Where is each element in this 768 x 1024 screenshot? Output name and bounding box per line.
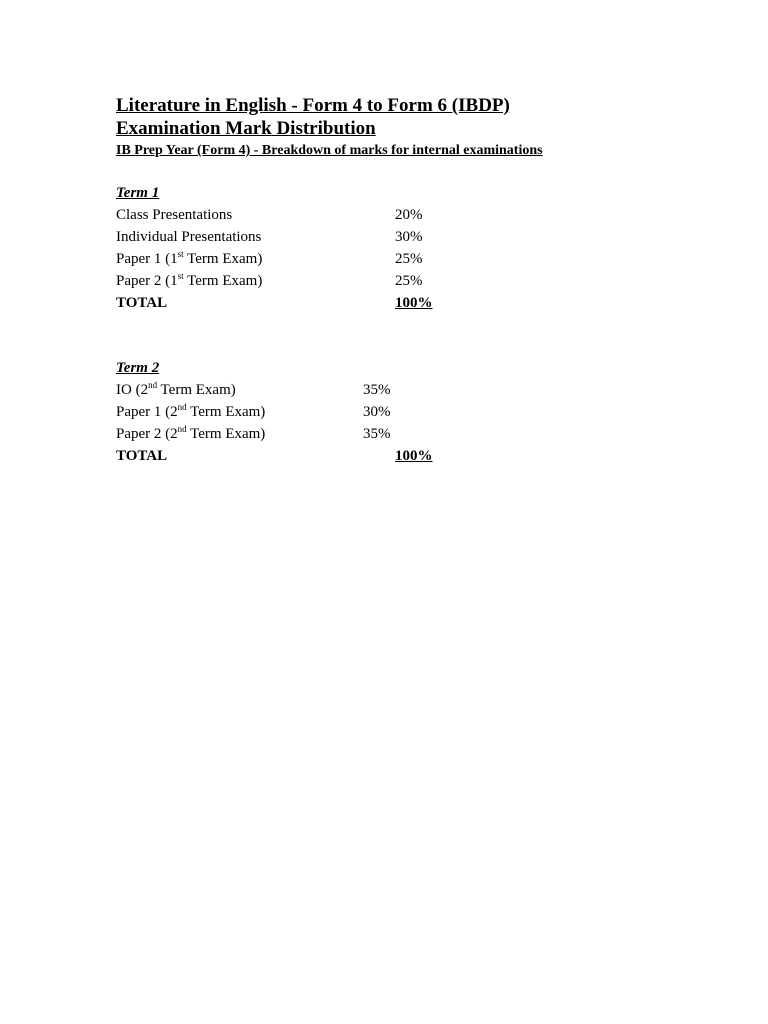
row-label-prefix: IO (2 <box>116 382 149 398</box>
row-value: 25% <box>395 273 423 289</box>
row-label <box>116 423 265 445</box>
term-2-section <box>116 357 716 467</box>
term-2-row <box>116 401 716 423</box>
row-label <box>116 379 236 401</box>
term-1-heading: Term 1 <box>116 185 160 201</box>
term-2-row <box>116 379 716 401</box>
row-label <box>116 248 262 270</box>
row-label <box>116 270 262 292</box>
row-label-suffix: Term Exam) <box>186 426 266 442</box>
row-value: 25% <box>395 251 423 267</box>
total-label: TOTAL <box>116 448 168 464</box>
row-label: Individual Presentations <box>116 229 262 245</box>
document-title <box>116 94 716 140</box>
total-value: 100% <box>395 295 433 311</box>
row-value: 35% <box>363 426 391 442</box>
row-label-prefix: Paper 2 (2 <box>116 426 178 442</box>
row-label-suffix: Term Exam) <box>183 251 263 267</box>
ordinal-suffix: nd <box>177 424 187 434</box>
row-label-prefix: Paper 1 (2 <box>116 404 178 420</box>
row-value: 20% <box>395 207 423 223</box>
row-value: 30% <box>363 404 391 420</box>
document-page <box>116 94 716 467</box>
term-1-row <box>116 204 716 226</box>
row-label-suffix: Term Exam) <box>157 382 236 398</box>
row-label-prefix: Paper 1 (1 <box>116 251 178 267</box>
ordinal-suffix: nd <box>177 402 187 412</box>
ordinal-suffix: st <box>177 271 184 281</box>
term-2-row <box>116 423 716 445</box>
row-value: 30% <box>395 229 423 245</box>
term-2-heading: Term 2 <box>116 360 160 376</box>
term-1-row <box>116 270 716 292</box>
row-label-prefix: Paper 2 (1 <box>116 273 178 289</box>
total-label: TOTAL <box>116 295 168 311</box>
row-label-suffix: Term Exam) <box>183 273 263 289</box>
row-label-suffix: Term Exam) <box>186 404 266 420</box>
row-value: 35% <box>363 382 391 398</box>
title-line-1: Literature in English - Form 4 to Form 6 (IBDP) <box>116 95 510 116</box>
term-1-section <box>116 182 716 314</box>
document-subtitle: IB Prep Year (Form 4) - Breakdown of marks for internal examinations <box>116 143 543 158</box>
total-value: 100% <box>395 448 433 464</box>
ordinal-suffix: st <box>177 249 184 259</box>
term-1-total-row <box>116 292 716 314</box>
term-1-row <box>116 248 716 270</box>
term-1-row <box>116 226 716 248</box>
row-label: Class Presentations <box>116 207 233 223</box>
row-label <box>116 401 265 423</box>
title-line-2: Examination Mark Distribution <box>116 118 376 139</box>
term-2-total-row <box>116 445 716 467</box>
ordinal-suffix: nd <box>148 380 158 390</box>
